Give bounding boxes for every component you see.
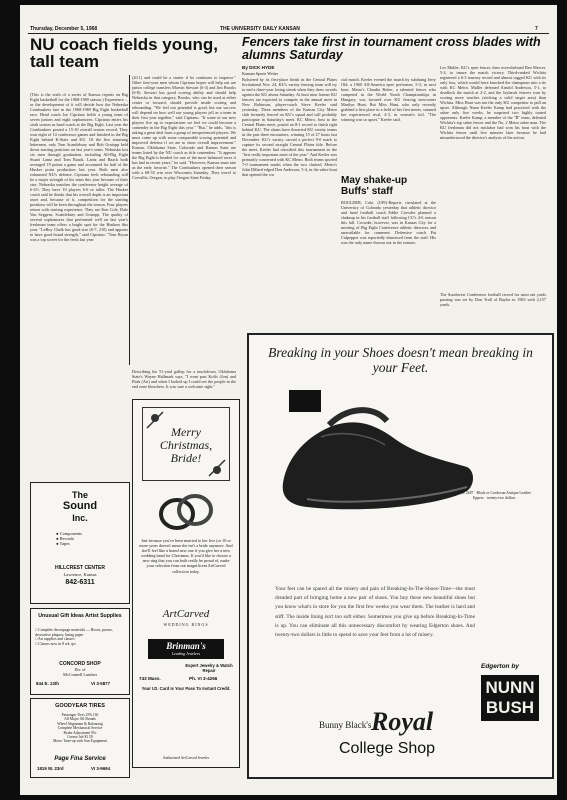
list-item: Wheel Alignment & Balancing <box>57 721 103 726</box>
gifts-ad <box>30 608 130 695</box>
gifts-items <box>35 628 125 646</box>
list-item: □ Art supplies and classes <box>35 637 75 642</box>
brand-nunn: NUNN <box>485 678 535 697</box>
edgerton-label: Edgerton by <box>481 663 519 670</box>
rings-icon <box>155 488 217 536</box>
list-item: Motor Tune-up with Sun Equipment <box>53 739 107 744</box>
masthead-page: 7 <box>535 26 538 32</box>
sound-center: HILLCREST CENTER <box>55 565 105 571</box>
goodyear-addr: 1819 W. 23rd <box>37 766 64 771</box>
list-item: Brake Adjustment 95c <box>63 730 97 735</box>
trull-note: The Southwest Conference football record for most net yards passing was set by Don Trull of Baylor in 1963 with 2,157 yards. <box>440 292 546 307</box>
nu-headline: NU coach fields young, tall team <box>30 35 218 71</box>
shoe-ad <box>247 333 554 779</box>
sound-items <box>56 531 126 547</box>
artcarved-copy: Just because you've been married to her five (or 10 or more years doesn't mean she isn't a bride anymore. And she'll feel like a brand new one if you give her a new wedding band for Christmas. If you'd like to choose a new ring that you can both really be proud of, make your selection from our magnificent ArtCarved collection today. <box>139 538 233 574</box>
goodyear-ad <box>30 698 130 778</box>
card-text: Merry Christmas, Bride! <box>159 425 213 465</box>
newspaper-page <box>20 5 557 795</box>
list-item: Complete Mechanical Service <box>57 726 103 731</box>
store-royal: Royal <box>371 707 434 736</box>
gifts-addr: 844 E. 13th <box>36 681 59 686</box>
list-item: All Major Oil Brands <box>64 717 96 722</box>
list-item: □ Complete decoupage materials — Boxes, purses, decorative plaques, lining paper <box>35 628 113 637</box>
nu-column-2: (20.1) and could be a starter if he continues to improve." Other first-year men whom Cipriano hopes will help out are junior college transfers Marvin Stewart (6-3) and Jim Brooks (6-8). Stewart has good scoring ability and should help Nebraska in that category. Brooks, who can be used at either center or forward, should provide inside scoring and rebounding. "We feel our potential is good, but our success will depend on how well our young players jell as a team in their first year together," said Cipriano. "If some of our new players live up to expectations we feel we could become a contender in the Big Eight this year." "But," he adds, "this is asking a great deal from a group of inexperienced players. We must come up with some comparable scoring potential and improved defense if we are to show overall improvement." Kansas, Oklahoma State, Colorado and Kansas State are teams listed by the NU coach as title contenders. "It appears the Big Eight is headed for one of the most balanced races it has had in recent years," he said. "However, Kansas must rate as the early favorite." The Cornhuskers opened their season with a 68-55 win over Wisconsin Saturday. They travel to Corvallis, Oregon, to play Oregon State Friday. <box>132 75 236 180</box>
fencers-column-2: cial match. Keeler evened the match by subduing Jerry Old, a 1960 All-America epee performer, 5-3, in next bout. Metro's Claudia Reiter, a talented fencer who competed in the World Youth Championships in Hungary, was favored over KU fencing newcomer Marilyn Hunt. But Miss Hunt, who only recently grabbed a first place in a field of her first meets, stunned her experienced rival, 4-3, in women's foil. "The winning was so upset," Keeler said. <box>341 77 436 122</box>
gifts-phone: VI 3-5877 <box>91 681 111 686</box>
credit-line: Your I.D. Card Is Your Pass To Instant Credit. <box>141 686 231 691</box>
gifts-div: Div. of <box>74 667 86 672</box>
nu-column-2b: Describing his 51-yard gallop for a touchdown, Oklahoma State's Wayne Hallmark says, "I went past Koffs (Jon) and Pitsk (Art) and when I looked up I could see the people in the end zone bleachers. It was sure a welcome sight." <box>132 369 236 389</box>
list-item: ● Tapes <box>56 541 70 547</box>
list-item: ● Records <box>56 536 75 542</box>
goodyear-phone: VI 3-9694 <box>91 766 111 771</box>
shakeup-column: BOULDER, Colo. (UPI)-Reports circulated at the University of Colorado yesterday that athletic director and head football coach Eddie Crowder planned a shakeup in his football staff following CU's 4-6 season this fall. Crowder, however, was in Kansas City for a meeting of Big Eight Conference athletic directors and unavailable for comment. Defensive coach Pat Culpepper was reportedly dismissed from the staff. His was the only name thrown out in the rumors. <box>341 200 436 245</box>
sound-name: Sound <box>62 500 98 512</box>
fencers-byline: By DICK HYDE <box>242 65 275 70</box>
list-item: Grease Job $1.50 <box>67 735 93 740</box>
gifts-title: Unusual Gift Ideas Artist Supplies <box>38 613 122 619</box>
store-college: College Shop <box>339 740 436 757</box>
list-item: ● Components <box>56 531 82 536</box>
shoe-body: Your feet can be spared all the misery and pain of Breaking-In-The-Shoes-Time—the most dreaded part of bringing home a new pair of shoes. You buy these new beautiful shoes but you know what's in store for you the first few weeks you wear them. The leather is hard and stiff. The inside lining isn't too soft either. Sometimes you give up before Breaking-In-Time is up. You can eliminate all this unnecessary discomfort by wearing Edgerton shoes. And twenty-two dollars is little to spend to save your feet from a lot of misery. <box>275 586 475 639</box>
goodyear-title: GOODYEAR TIRES <box>55 703 105 709</box>
masthead-paper: THE UNIVERSITY DAILY KANSAN <box>220 26 300 32</box>
masthead-rule <box>28 33 549 34</box>
authorized-line: Authorized ArtCarved Jeweler <box>162 756 210 760</box>
sound-the: The <box>71 490 88 500</box>
sound-ad <box>30 482 130 604</box>
shoe-style: Style 2487 · Black or Cordovan Antique Leather Uppers · twenty-two dollars <box>457 491 531 500</box>
list-item: □ Classes now in 8 wk. ips <box>35 641 76 646</box>
goodyear-name: Page Fina Service <box>54 756 106 762</box>
brand-bush: BUSH <box>485 698 535 717</box>
shakeup-headline: May shake-up Buffs' staff <box>341 175 408 197</box>
fencers-column-1: Bolstered by its first-place finish in the Central Plains Invitational Nov. 24, KU's varsity fencing team will try to end a three-year losing streak when they draw swords against the KU alums Saturday. At least nine former KU fencers are expected to compete in the annual meet in New Robinson, player-coach Steve Keeler said yesterday. Three members of the Kansas City Metro club formerly fenced on KU's squad and will probably participate in Saturday's meet. KC Metro, host to the Central Plains meet, posted an 8-1 record to finish right behind KU. The alums have thwarted KU varsity teams in the past three encounters, winning 15 of 27 bouts last December. KU's varsity carved a perfect 9-0 mark to capture its second straight Central Plains title. Before the meet, Keeler had classified this tournament as the "first really important meet of the year." And Keeler was primarily concerned with KC Metro. Both teams sported 7-0 tournament marks when the two clashed. Metro's John Dillard edged Don Anderson, 5-4, in the sabre bout that opened the cru <box>242 77 337 177</box>
nu-column-1: (This is the sixth of a series of Kansas reports on Big Eight basketball for the 1968-1969 season.) Experience ... or the development of it will decide how the Nebraska Cornhuskers fare in the 1968-1969 Big Eight basketball race. Head coach Joe Cipriano fields a young team of seven juniors and eight sophomores. Cipriano enters his sixth season as head coach at the Big Eight. Last year the Cornhuskers posted a 15-10 overall season record. They won eight of 14 conference games and finished in the Big Eight behind K-State and KU. Of the five returning lettermen, only Tom Scantlebury and Bob Gratopp held down starting positions on last year's team. Nebraska lost six men through graduation, including All-Big Eight Stuart Lantz and Tom Baack. Lantz and Baack both averaged 19 points a game and accounted for half of the Husker point production last year. Both men also exhausted NU's defense. Cipriano feels rebounding will be a major strength of his team this year because of their size. Nebraska matches the conference height average of 6-4½. They have 10 players 6-6 or taller. The Husker coach said he thinks that his overall depth is an important asset and, because of it, competition for the starting positions will be keen throughout the season. Four players return with starting experience. They are Ken Cole, Dale Van Seggern, Scantlebury and Gratopp. The quality of several sophomores that performed well on last year's freshman team offers a bright spot for the Huskers this year. "LeRoy Chalk has good size (6-7, 210) and appears to have good board strength," said Cipriano. "Tom Bryan was a top scorer for the fresh last year <box>30 92 128 242</box>
sound-inc: Inc. <box>72 513 88 523</box>
shoe-headline: Breaking in your Shoes doesn't mean breaking in your Feet. <box>268 345 533 375</box>
christmas-card <box>142 407 230 481</box>
gifts-store: CONCORD SHOP <box>59 661 101 667</box>
store-bunny: Bunny Black's <box>319 720 372 730</box>
fencers-byline-sub: Kansan Sports Writer <box>242 71 279 76</box>
goodyear-items <box>35 713 125 744</box>
artcarved-brand: ArtCarved <box>162 608 210 620</box>
brinmans-name: Brinman's <box>166 641 206 651</box>
brinmans-addr: 743 Mass. <box>139 676 161 681</box>
list-item: Passenger Tires 25% Off <box>61 713 99 717</box>
brinmans-logo <box>148 639 224 659</box>
sound-phone: 842-6311 <box>65 579 95 586</box>
nunn-bush-logo <box>481 675 539 721</box>
fencers-column-3: Les Muller, KU's epee fencer, then overwhelmed Ben Mercer, 5-2, to insure the match victory. Third-ranked Wichita registered a 6-3 tourney record and almost tagged KU with its only loss, which would have knocked the champions into a tie with KC Metro. Muller defeated Arnold Anderson, 5-1, to deadlock the match at 2-2, and the Jayhawk fencers won by scoring more touches (sticking a solid target area) than Wichita. Miss Hunt was not the only KU competitor to pull an upset. Although Nunn Keeler Kamp had practiced with the sabre only five weeks, he surprised two highly touted opponents. Keeler Kamp, a member of the "B" team, defeated Wichita's top sabre fencer and the No. 2 Metro sabre man. The KU freshman did not mislabor bad won his bout with the Wichita fencer until five minutes later because he had misunderstood the director's analysis of the action. <box>440 65 546 140</box>
artcarved-ad <box>132 399 240 768</box>
masthead-date: Thursday, December 5, 1968 <box>30 26 98 32</box>
gifts-owner: McConnell Lumber <box>62 672 97 677</box>
artcarved-sub: WEDDING RINGS <box>163 622 209 627</box>
col-rule <box>129 75 130 365</box>
sound-addr: Lawrence, Kansas <box>63 572 97 577</box>
brinmans-phone: Ph. VI 3-4266 <box>189 676 218 681</box>
repair-text: Expert Jewelry & Watch Repair <box>185 663 233 673</box>
shoe-icon <box>277 395 477 525</box>
fencers-headline: Fencers take first in tournament cross blades with alumns Saturday <box>242 35 541 62</box>
brinmans-sub: Leading Jewelers <box>171 651 201 656</box>
